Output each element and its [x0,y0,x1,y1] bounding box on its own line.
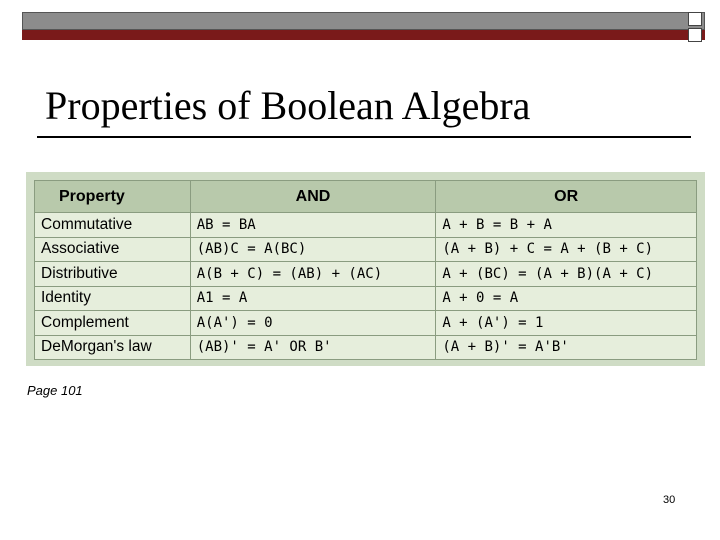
table-row [35,311,697,336]
and-expression: (AB)' = A' OR B' [190,335,436,360]
property-name: Distributive [35,262,191,287]
property-name: DeMorgan's law [35,335,191,360]
slide-number: 30 [663,494,676,506]
or-expression: A + 0 = A [436,286,697,311]
page-reference: Page 101 [27,383,83,398]
corner-square-top [688,12,702,26]
and-expression: A(B + C) = (AB) + (AC) [190,262,436,287]
header-or: OR [436,181,697,213]
and-expression: A1 = A [190,286,436,311]
table-panel [26,172,705,366]
top-gray-band [22,12,705,30]
and-expression: A(A') = 0 [190,311,436,336]
or-expression: A + B = B + A [436,213,697,238]
property-name: Complement [35,311,191,336]
slide-title: Properties of Boolean Algebra [45,83,531,128]
header-and: AND [190,181,436,213]
property-name: Commutative [35,213,191,238]
properties-table [34,180,697,360]
title-underline [37,136,691,138]
table-row [35,213,697,238]
top-red-band [22,30,705,40]
table-row [35,335,697,360]
table-row [35,237,697,262]
header-property: Property [35,181,191,213]
top-decorative-bar [22,12,705,38]
or-expression: A + (A') = 1 [436,311,697,336]
table-row [35,286,697,311]
property-name: Associative [35,237,191,262]
corner-square-bottom [688,28,702,42]
table-header-row [35,181,697,213]
or-expression: A + (BC) = (A + B)(A + C) [436,262,697,287]
table-row [35,262,697,287]
or-expression: (A + B) + C = A + (B + C) [436,237,697,262]
and-expression: AB = BA [190,213,436,238]
and-expression: (AB)C = A(BC) [190,237,436,262]
property-name: Identity [35,286,191,311]
or-expression: (A + B)' = A'B' [436,335,697,360]
